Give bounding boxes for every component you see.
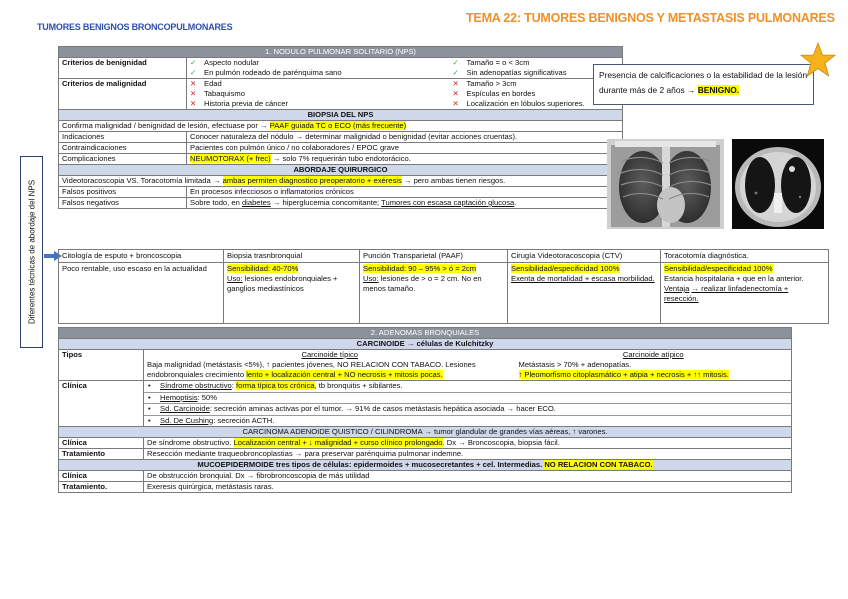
cell-biopsia [224,263,360,324]
fn-underline-2: Tumores con escasa captación glucosa [381,198,515,207]
atipico-cell [516,350,792,381]
item-text: : secreción aminas activas por el tumor. → 91% de casos metástasis hepática asociada → hacer ECO. [209,404,556,413]
tipos-label: Tipos [59,350,144,381]
tipico-highlight: lento + localización central + NO necrosis + mitosis pocas. [246,370,443,379]
biopsia-text: Confirma malignidad / benignidad de lesión, efectuase por → [62,121,268,130]
malign-row [59,79,623,110]
muco-tratamiento-label: Tratamiento. [59,482,144,493]
cross-icon: ✕ [190,89,197,98]
list-item [190,68,447,78]
adenomas-banner: 2. ADENOMAS BRONQUIALES [59,328,792,339]
column-header: Punción Transparietal (PAAF) [360,250,508,263]
muco-title-highlight: NO RELACION CON TABACO. [544,460,653,469]
complicaciones-value [187,154,623,165]
cell-text: Estancia hospitalaria + que en la anterior. [664,274,804,283]
adenomas-table [58,327,792,493]
nps-banner: 1. NODULO PULMONAR SOLITARIO (NPS) [59,47,623,58]
item-term: Sd. De Cushing [160,415,214,425]
list-item [190,58,447,68]
list-item [190,79,447,89]
item-term: Sd. Carcinoide [160,404,210,413]
item-term: Hemoptisis [160,392,198,402]
column-header: Toracotomía diagnóstica. [661,250,829,263]
abordaje-header: ABORDAJE QUIRURGICO [59,165,623,176]
column-header: Cirugía Videotoracoscopia (CTV) [508,250,661,263]
adenoide-text: De síndrome obstructivo. [147,438,232,447]
fn-text: Sobre todo, en [190,198,240,207]
complicaciones-highlight: NEUMOTORAX (+ frec) [190,154,271,163]
list-item [190,89,447,99]
list-item-text: Sin adenopatías significativas [466,68,567,77]
clinica-label: Clínica [59,381,144,427]
list-item-text: En pulmón rodeado de parénquima sano [204,68,342,77]
cross-icon: ✕ [452,99,459,108]
adenoide-clinica-value [144,438,792,449]
adenoide-highlight: Localización central + ↓ malignidad + curso clínico prolongado [233,438,443,447]
star-icon [800,42,836,78]
side-label-box [20,156,43,348]
callout-highlight: BENIGNO. [697,85,740,95]
clinica-list [144,381,791,426]
tecnicas-table [58,249,829,324]
complicaciones-text: → solo 7% requerirán tubo endotorácico. [272,154,411,163]
carcinoide-header: CARCINOIDE → células de Kulchitzky [59,339,792,350]
atipico-text: Metástasis > 70% + adenopatías. [518,360,632,369]
mucoepidermoide-header [59,460,792,471]
falsos-positivos-label: Falsos positivos [59,187,187,198]
malign-label: Criterios de malignidad [59,79,187,110]
cross-icon: ✕ [190,99,197,108]
table-row [59,263,829,324]
cross-icon: ✕ [452,89,459,98]
cell-text: → realizar linfadenectomía + resección. [664,284,789,303]
item-text: : secreción ACTH. [213,415,275,425]
adenoide-header: CARCINOMA ADENOIDE QUISTICO / CILINDROMA → tumor glandular de grandes vías aéreas, ↑ varones. [59,427,792,438]
uso-label: Uso: [227,274,243,283]
cell-citologia: Poco rentable, uso escaso en la actualidad [59,263,224,324]
malign-left-cell [187,79,450,110]
tipos-row [59,350,792,381]
callout-box [593,64,814,105]
column-header: Citología de esputo + broncoscopia [59,250,224,263]
list-item-text: Tamaño = o < 3cm [466,58,530,67]
item-text: , tb bronquitis + sibilantes. [314,381,403,390]
table-header-row [59,250,829,263]
list-item-text: Historia previa de cáncer [204,99,288,108]
biopsia-highlight: PAAF guiada TC o ECO (más frecuente) [269,121,407,130]
muco-tratamiento-value: Exeresis quirúrgica, metástasis raras. [144,482,792,493]
benign-left-cell [187,58,450,79]
cell-text: Exenta de mortalidad + escasa morbilidad. [511,274,655,283]
side-label: Diferentes técnicas de abordaje del NPS [27,179,36,325]
abordaje-highlight: ambas permiten diagnostico preoperatorio + exéresis [222,176,402,185]
tipico-text: Baja malignidad (metástasis <5%), ↑ pacientes jóvenes, NO RELACION CON TABACO. Lesiones endobronquiales crecimiento [147,360,476,379]
sensibilidad-highlight: Sensibilidad/especificidad 100% [664,264,773,273]
page-title: TEMA 22: TUMORES BENIGNOS Y METASTASIS PULMONARES [466,11,835,25]
cross-icon: ✕ [452,79,459,88]
atipico-highlight: ↑ Pleomorfismo citoplasmático + atipia + necrosis + ↑↑ mitosis. [518,370,729,379]
ventaja-label: Ventaja [664,284,690,293]
nps-table [58,46,623,209]
muco-clinica-value: De obstrucción bronquial. Dx → fibrobroncoscopia de más utilidad [144,471,792,482]
fn-text-end: . [514,198,517,207]
falsos-positivos-value: En procesos infecciosos o inflamatorios crónicos [187,187,623,198]
check-icon: ✓ [190,58,197,67]
sensibilidad-highlight: Sensibilidad: 90 – 95% > ó = 2cm [363,264,477,273]
muco-title-text: MUCOEPIDERMOIDE tres tipos de células: epidermoides + mucosecretantes + cel. Intermedias. [197,460,543,469]
indicaciones-label: Indicaciones [59,132,187,143]
fn-underline-1: diabetes [241,198,271,207]
item-term: Síndrome obstructivo [160,381,232,390]
clinica-cell [144,381,792,427]
list-item [144,415,791,427]
sensibilidad-highlight: Sensibilidad/especificidad 100% [511,264,620,273]
biopsia-header: BIOPSIA DEL NPS [59,110,623,121]
check-icon: ✓ [452,68,459,77]
list-item [144,392,791,404]
clinica-row [59,381,792,427]
contraindicaciones-value: Pacientes con pulmón único / no colaboradores / EPOC grave [187,143,623,154]
complicaciones-label: Complicaciones [59,154,187,165]
item-text: : 50% [197,392,217,402]
list-item [144,403,791,415]
abordaje-line [59,176,623,187]
falsos-negativos-value [187,198,623,209]
adenoide-clinica-label: Clínica [59,438,144,449]
tipico-title: Carcinoide típico [301,350,359,359]
tipico-cell [144,350,516,381]
falsos-negativos-label: Falsos negativos [59,198,187,209]
adenoide-tratamiento-label: Tratamiento [59,449,144,460]
muco-clinica-label: Clínica [59,471,144,482]
cell-text: lesiones de > o = 2 cm. No en menos tamaño. [363,274,482,293]
list-item [190,99,447,109]
item-highlight: forma típica tos crónica [236,381,315,390]
atipico-title: Carcinoide atípico [622,350,684,359]
list-item-text: Tamaño > 3cm [466,79,517,88]
adenoide-text-end: . Dx → Broncoscopia, biopsia fácil. [442,438,560,447]
cell-ctv [508,263,661,324]
cell-toracotomia [661,263,829,324]
cross-icon: ✕ [190,79,197,88]
adenoide-tratamiento-value: Resección mediante traqueobroncoplastias → para preservar parénquima pulmonar indemne. [144,449,792,460]
chest-ct-image [732,139,824,229]
column-header: Biopsia trasnbronquial [224,250,360,263]
check-icon: ✓ [452,58,459,67]
contraindicaciones-label: Contraindicaciones [59,143,187,154]
cell-text: lesiones endobronquiales + ganglios mediastínicos [227,274,338,293]
check-icon: ✓ [190,68,197,77]
indicaciones-value: Conocer naturaleza del nódulo → determinar malignidad o benignidad (evitar acciones cruentas). [187,132,623,143]
chest-xray-image [607,139,724,229]
list-item-text: Tabaquismo [204,89,245,98]
uso-label: Uso: [363,274,379,283]
abordaje-text: Videotoracoscopia VS. Toracotomía limitada → [62,176,221,185]
callout-text: Presencia de calcificaciones o la estabilidad de la lesión durante más de 2 años → [599,70,808,95]
benign-row [59,58,623,79]
list-item-text: Espículas en bordes [466,89,536,98]
sensibilidad-highlight: Sensibilidad: 40-70% [227,264,299,273]
list-item: • Síndrome obstructivo: forma típica tos crónica, tb bronquitis + sibilantes. [144,381,791,392]
list-item-text: Localización en lóbulos superiores. [466,99,585,108]
list-item-text: Aspecto nodular [204,58,259,67]
biopsia-line [59,121,623,132]
cell-puncion [360,263,508,324]
abordaje-text-end: → pero ambas tienen riesgos. [403,176,506,185]
page-subtitle: TUMORES BENIGNOS BRONCOPULMONARES [37,22,233,32]
list-item-text: Edad [204,79,222,88]
fn-text-mid: → hiperglucemia concomitante; [272,198,380,207]
benign-label: Criterios de benignidad [59,58,187,79]
